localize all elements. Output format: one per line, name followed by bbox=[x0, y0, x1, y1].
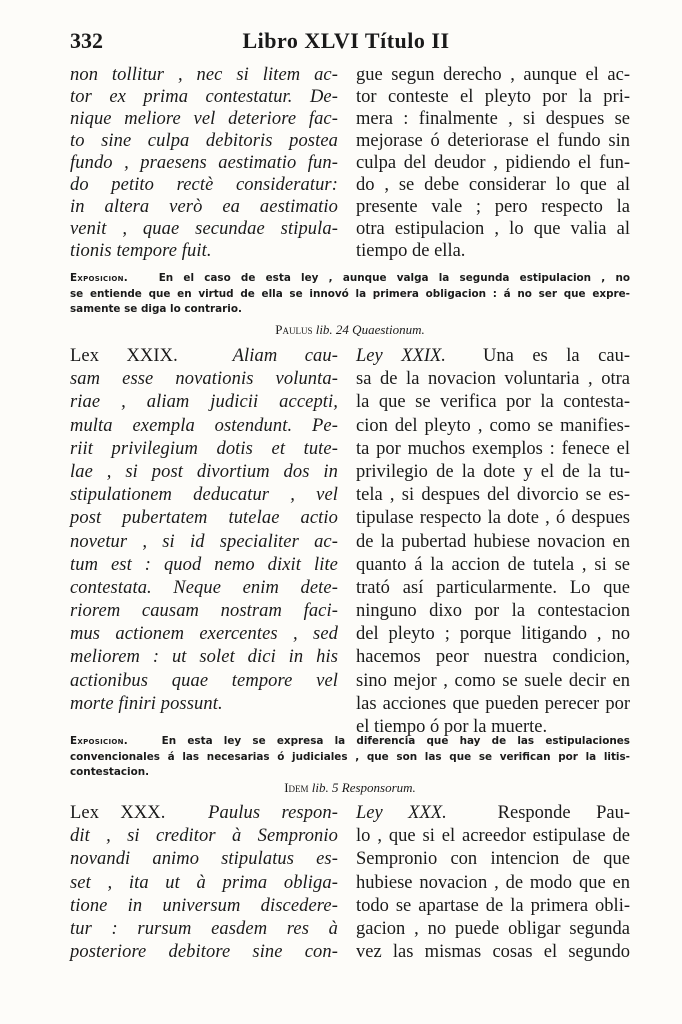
spanish-line: Ley XXX. Responde Pau- bbox=[356, 803, 630, 823]
latin-line: riorem causam nostram faci- bbox=[70, 601, 338, 622]
ley-heading: Ley XXIX. bbox=[356, 346, 446, 366]
spanish-line: trató así particularmente. Lo que bbox=[356, 577, 630, 598]
latin-line: tionis tempore fuit. bbox=[70, 241, 212, 261]
latin-line: riit privilegium dotis et tute- bbox=[70, 438, 338, 459]
spanish-line: lo , que si el acreedor estipulase de bbox=[356, 826, 630, 847]
spanish-column bbox=[356, 345, 630, 739]
latin-line: dit , si creditor à Sempronio bbox=[70, 826, 338, 847]
ley-heading: Ley XXX. bbox=[356, 803, 447, 823]
page-number: 332 bbox=[70, 28, 103, 53]
exposicion-note bbox=[70, 734, 630, 781]
latin-line: tor ex prima contestatur. De- bbox=[70, 87, 338, 107]
lex-heading: Lex XXX. bbox=[70, 803, 166, 823]
spanish-line: tela , si despues del divorcio se es- bbox=[356, 485, 630, 506]
spanish-line: quanto á la accion de tutela , si se bbox=[356, 554, 630, 575]
attribution-book: lib. 5 Responsorum. bbox=[311, 780, 416, 795]
latin-line: do petito rectè consideratur: bbox=[70, 175, 338, 195]
latin-line: nique meliore vel deteriore fac- bbox=[70, 109, 338, 129]
latin-line: novandi animo stipulatus es- bbox=[70, 849, 338, 870]
exposicion-line bbox=[70, 271, 630, 287]
latin-line: mus actionem exercentes , sed bbox=[70, 624, 338, 645]
latin-line: tur : rursum easdem res à bbox=[70, 918, 338, 939]
latin-line: non tollitur , nec si litem ac- bbox=[70, 65, 338, 85]
spanish-line: tor conteste el pleyto por la pri- bbox=[356, 87, 630, 107]
latin-column bbox=[70, 64, 338, 262]
latin-line: lae , si post divortium dos in bbox=[70, 461, 338, 482]
spanish-line: culpa del deudor , pidiendo el fun- bbox=[356, 153, 630, 173]
latin-column bbox=[70, 802, 338, 964]
latin-line: stipulationem deducatur , vel bbox=[70, 485, 338, 506]
spanish-line: gue segun derecho , aunque el ac- bbox=[356, 65, 630, 85]
spanish-line: ninguno dixo por la contestacion bbox=[356, 601, 630, 622]
spanish-column bbox=[356, 802, 630, 964]
spanish-line: Sempronio con intencion de que bbox=[356, 849, 630, 870]
spanish-line: la que se verifica por la contesta- bbox=[356, 392, 630, 413]
latin-line: novetur , si id specialiter ac- bbox=[70, 531, 338, 552]
latin-line: fundo , praesens aestimatio fun- bbox=[70, 153, 338, 173]
latin-line: tione in universum discedere- bbox=[70, 895, 338, 916]
latin-line: sam esse novationis volunta- bbox=[70, 369, 338, 390]
spanish-line: del pleyto ; porque litigando , no bbox=[356, 624, 630, 645]
exposicion-line: se entiende que en virtud de ella se innovó la primera obligacion : á no ser que expre- bbox=[70, 287, 630, 300]
spanish-line: ta por muchos exemplos : fenece el bbox=[356, 438, 630, 459]
spanish-line: otra estipulacion , lo que valia al bbox=[356, 219, 630, 239]
exposicion-line: convencionales á las necesarias ó judiciales , que son las que se verifican por la litis- bbox=[70, 750, 630, 763]
spanish-line: mejorase ó deteriorase el fundo sin bbox=[356, 131, 630, 151]
exposicion-line: samente se diga lo contrario. bbox=[70, 303, 242, 315]
spanish-line: el tiempo ó por la muerte. bbox=[356, 717, 548, 737]
latin-line: morte finiri possunt. bbox=[70, 693, 223, 714]
latin-line: multa exempla ostendunt. Pe- bbox=[70, 415, 338, 436]
latin-line: posteriore debitore sine con- bbox=[70, 942, 338, 963]
spanish-line: las acciones que pueden perecer por bbox=[356, 693, 630, 714]
latin-line: to sine culpa debitoris postea bbox=[70, 131, 338, 151]
latin-line: contestata. Neque enim dete- bbox=[70, 577, 338, 598]
spanish-line: tipulase respecto la dote , ó despues bbox=[356, 508, 630, 529]
attribution-author: Paulus bbox=[275, 322, 313, 337]
spanish-line: sino mejor , como se suele decir en bbox=[356, 670, 630, 691]
latin-line: in altera verò ea aestimatio bbox=[70, 197, 338, 217]
latin-line: riae , aliam judicii accepti, bbox=[70, 392, 338, 413]
spanish-line: presente vale ; pero respecto la bbox=[356, 197, 630, 217]
spanish-column bbox=[356, 64, 630, 262]
spanish-line: sa de la novacion voluntaria , otra bbox=[356, 369, 630, 390]
exposicion-label: Exposicion. bbox=[70, 735, 129, 747]
latin-line: actionibus quae tempore vel bbox=[70, 670, 338, 691]
exposicion-line: contestacion. bbox=[70, 766, 150, 778]
latin-line: set , ita ut à prima obliga- bbox=[70, 872, 338, 893]
exposicion-note bbox=[70, 271, 630, 318]
spanish-line: cion del pleyto , como se manifies- bbox=[356, 415, 630, 436]
spanish-line: do , se debe considerar lo que al bbox=[356, 175, 630, 195]
running-title: Libro XLVI Título II bbox=[242, 28, 450, 53]
latin-line: post pubertatem tutelae actio bbox=[70, 508, 338, 529]
latin-column bbox=[70, 345, 338, 716]
spanish-line: hacemos peor nuestra condicion, bbox=[356, 647, 630, 668]
spanish-line: mera : finalmente , si despues se bbox=[356, 109, 630, 129]
source-attribution bbox=[70, 322, 630, 338]
attribution-book: lib. 24 Quaestionum. bbox=[315, 322, 425, 337]
spanish-line: vez las mismas cosas el segundo bbox=[356, 942, 630, 963]
spanish-line: Ley XXIX. Una es la cau- bbox=[356, 346, 631, 366]
exposicion-label: Exposicion. bbox=[70, 272, 129, 284]
latin-line: venit , quae secundae stipula- bbox=[70, 219, 338, 239]
spanish-line: todo se apartase de la primera obli- bbox=[356, 895, 630, 916]
attribution-author: Idem bbox=[284, 780, 309, 795]
lex-heading: Lex XXIX. bbox=[70, 346, 178, 366]
spanish-line: privilegio de la dote y el de la tu- bbox=[356, 461, 630, 482]
latin-line: Lex XXIX. Aliam cau- bbox=[70, 346, 339, 366]
spanish-line: tiempo de ella. bbox=[356, 241, 466, 261]
spanish-line: gacion , no puede obligar segunda bbox=[356, 918, 630, 939]
spanish-line: de la pubertad hubiese novacion en bbox=[356, 531, 630, 552]
exposicion-text: En el caso de esta ley , aunque valga la segunda estipulacion , no bbox=[158, 272, 630, 284]
latin-line: tum est : quod nemo dixit lite bbox=[70, 554, 338, 575]
latin-line: meliorem : ut solet dici in his bbox=[70, 647, 338, 668]
exposicion-text: En esta ley se expresa la diferencia que hay de las estipulaciones bbox=[161, 735, 630, 747]
source-attribution bbox=[70, 780, 630, 796]
spanish-line: hubiese novacion , de modo que en bbox=[356, 872, 630, 893]
page-header bbox=[70, 28, 622, 58]
latin-line: Lex XXX. Paulus respon- bbox=[70, 803, 339, 823]
exposicion-line bbox=[70, 734, 630, 750]
